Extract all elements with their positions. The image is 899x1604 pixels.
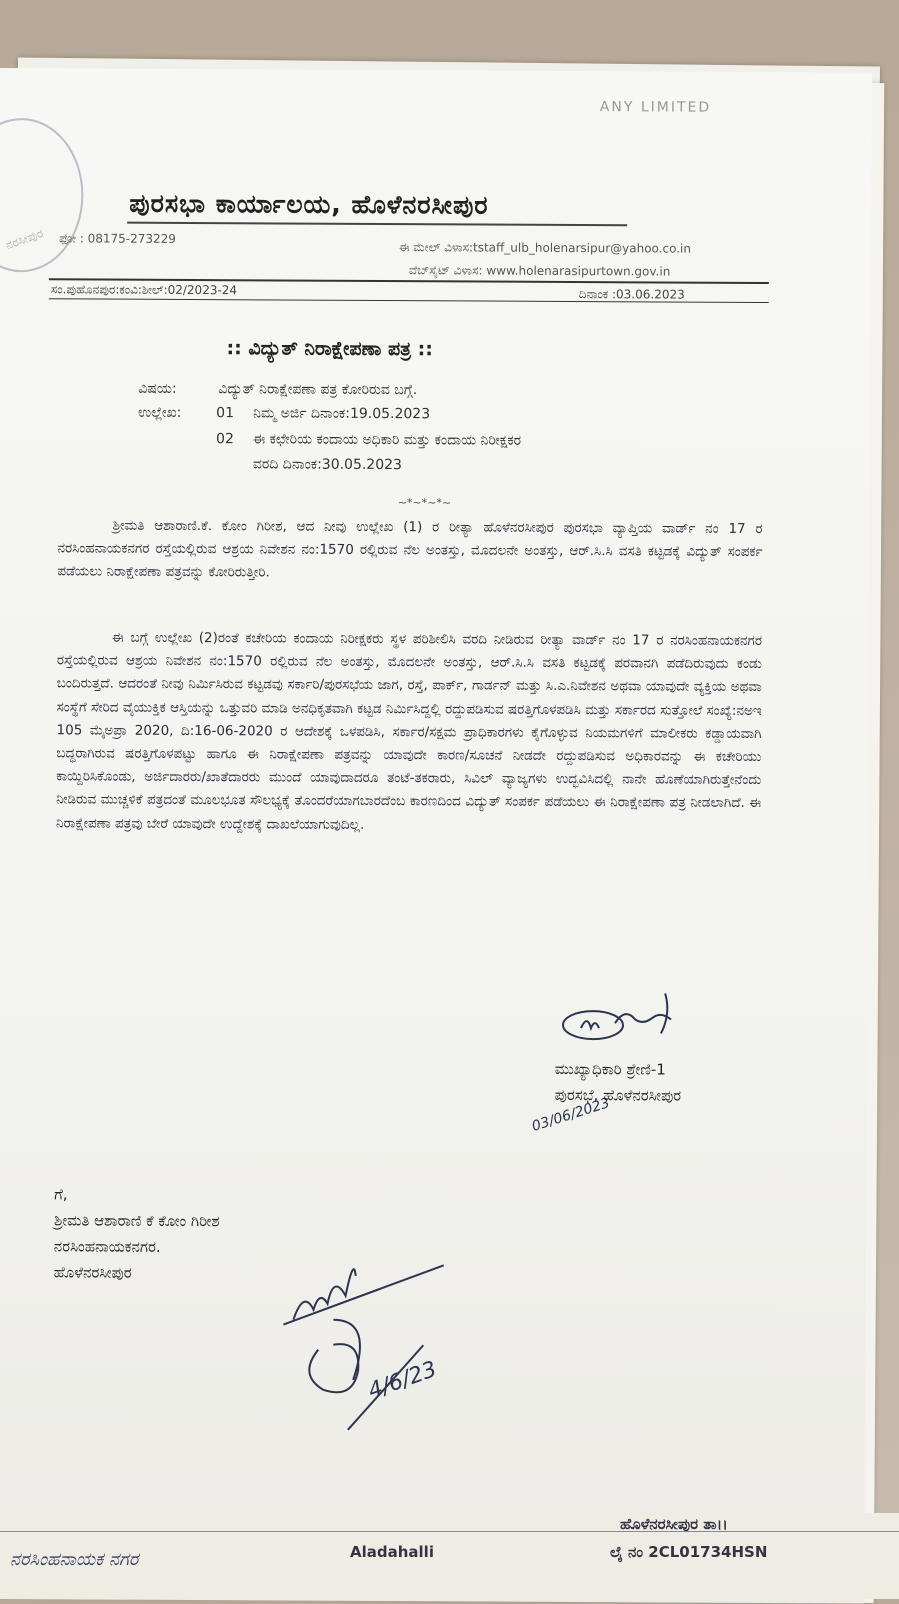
letter-sheet [0, 68, 872, 1604]
phone-number: ಫೋ : 08175-273229 [59, 231, 177, 246]
reference-1-num: 01 [216, 405, 235, 422]
paragraph-1: ಶ್ರೀಮತಿ ಆಶಾರಾಣಿ.ಕೆ. ಕೋಂ ಗಿರೀಶ, ಆದ ನೀವು ಉಲ್ಲೇಖ (1) ರ ರೀತ್ಯಾ ಹೊಳೆನರಸೀಪುರ ಪುರಸಭಾ ವ್ಯಾಪ್ತಿಯ ವಾರ್ಡ್ ನಂ 17 ರ ನರಸಿಂಹನಾಯಕನಗರ ರಸ್ತೆಯಲ್ಲಿರುವ ಆಶ್ರಯ ನಿವೇಶನ ನಂ:1570 ರಲ್ಲಿರುವ ನೆಲ ಅಂತಸ್ತು, ಮೊದಲನೇ ಅಂತಸ್ತು, ಆರ್.ಸಿ.ಸಿ ವಸತಿ ಕಟ್ಟಡಕ್ಕೆ ವಿದ್ಯುತ್ ಸಂಪರ್ಕ ಪಡೆಯಲು ನಿರಾಕ್ಷೇಪಣಾ ಪತ್ರವನ್ನು ಕೋರಿರುತ್ತೀರಿ. [57, 517, 763, 581]
subject-text: ವಿದ್ಯುತ್ ನಿರಾಕ್ಷೇಪಣಾ ಪತ್ರ ಕೋರಿರುವ ಬಗ್ಗೆ. [218, 381, 418, 399]
reference-number: ಸಂ.ಪುಹೊನಪುರ:ಕಂವಿ:ಶೀಲ್:02/2023-24 [50, 282, 238, 298]
recipient-area: ನರಸಿಂಹನಾಯಕನಗರ. [53, 1237, 161, 1256]
officer-designation: ಮುಖ್ಯಾಧಿಕಾರಿ ಶ್ರೇಣಿ-1 [554, 1059, 666, 1079]
website-address: ವೆಬ್‌ಸೈಟ್ ವಿಳಾಸ: www.holenarasipurtown.gov.in [408, 263, 671, 279]
recipient-name: ಶ್ರೀಮತಿ ಆಶಾರಾಣಿ ಕೆ ಕೋಂ ಗಿರೀಶ [53, 1211, 220, 1231]
strip-right-top: ಹೊಳೆನರಸೀಪುರ ತಾ।। [620, 1515, 728, 1533]
subject-label: ವಿಷಯ: [138, 380, 177, 397]
reference-2-text-cont: ವರದಿ ದಿನಾಂಕ:30.05.2023 [252, 456, 403, 474]
officer-signature [555, 983, 695, 1054]
office-name-heading: ಪುರಸಭಾ ಕಾರ್ಯಾಲಯ, ಹೊಳೆನರಸೀಪುರ [129, 188, 489, 220]
separator: ~*~*~*~ [397, 496, 452, 510]
strip-right-bottom: ಲೈ ನಂ 2CL01734HSN [610, 1543, 768, 1561]
recipient-town: ಹೊಳೆನರಸೀಪುರ [53, 1263, 132, 1282]
handwritten-receipt-date: 4/6/23 [364, 1356, 441, 1405]
office-seal-stamp [0, 118, 84, 273]
strip-left-handwriting: ನರಸಿಂಹನಾಯಕ ನಗರ [10, 1549, 139, 1570]
paragraph-2: ಈ ಬಗ್ಗೆ ಉಲ್ಲೇಖ (2)ರಂತೆ ಕಚೇರಿಯ ಕಂದಾಯ ನಿರೀಕ್ಷಕರು ಸ್ಥಳ ಪರಿಶೀಲಿಸಿ ವರದಿ ನೀಡಿರುವ ರೀತ್ಯಾ ವಾರ್ಡ್ ನಂ 17 ರ ನರಸಿಂಹನಾಯಕನಗರ ರಸ್ತೆಯಲ್ಲಿರುವ ಆಶ್ರಯ ನಿವೇಶನ ನಂ:1570 ರಲ್ಲಿರುವ ನೆಲ ಅಂತಸ್ತು, ಮೊದಲನೇ ಅಂತಸ್ತು, ಆರ್.ಸಿ.ಸಿ ವಸತಿ ಕಟ್ಟಡಕ್ಕೆ ಪರವಾನಗಿ ಪಡೆದಿರುವುದು ಕಂಡು ಬಂದಿರುತ್ತದೆ. ಆದರಂತೆ ನೀವು ನಿರ್ಮಿಸಿರುವ ಕಟ್ಟಡವು ಸರ್ಕಾರಿ/ಪುರಸಭೆಯ ಜಾಗ, ರಸ್ತೆ, ಪಾರ್ಕ್, ಗಾರ್ಡನ್ ಮತ್ತು ಸಿ.ಎ.ನಿವೇಶನ ಅಥವಾ ಯಾವುದೇ ವ್ಯಕ್ತಿಯ ಅಥವಾ ಸಂಸ್ಥೆಗೆ ಸೇರಿದ ವೈಯುಕ್ತಿಕ ಆಸ್ತಿಯನ್ನು ಒತ್ತುವರಿ ಮಾಡಿ ಅನಧಿಕೃತವಾಗಿ ಕಟ್ಟಡ ನಿರ್ಮಿಸಿದ್ದಲ್ಲಿ ರದ್ದುಪಡಿಸುವ ಷರತ್ತಿಗೊಳಪಡಿಸಿ ಮತ್ತು ಸರ್ಕಾರದ ಸುತ್ತೋಲೆ ಸಂಖ್ಯೆ:ನಅಇ 105 ಮೈಅಪ್ರಾ 2020, ದಿ:16-06-2020 ರ ಆದೇಶಕ್ಕೆ ಒಳಪಡಿಸಿ, ಸರ್ಕಾರ/ಸಕ್ಷಮ ಪ್ರಾಧಿಕಾರಗಳು ಕೈಗೊಳ್ಳುವ ನಿಯಮಗಳಿಗೆ ಮಾಲೀಕರು ಕಡ್ಡಾಯವಾಗಿ ಬದ್ಧರಾಗಿರುವ ಷರತ್ತಿಗೊಳಪಟ್ಟು ಹಾಗೂ ಈ ನಿರಾಕ್ಷೇಪಣಾ ಪತ್ರವನ್ನು ಯಾವುದೇ ಕಾರಣ/ಸೂಚನೆ ನೀಡದೇ ರದ್ದುಪಡಿಸುವ ಅಧಿಕಾರವನ್ನು ಈ ಕಚೇರಿಯು ಕಾಯ್ದಿರಿಸಿಕೊಂಡು, ಅರ್ಜಿದಾರರು/ಖಾತೆದಾರರು ಮುಂದೆ ಯಾವುದಾದರೂ ತಂಟೆ-ತಕರಾರು, ಸಿವಿಲ್ ವ್ಯಾಜ್ಯಗಳು ಉದ್ಭವಿಸಿದಲ್ಲಿ ನಾನೇ ಹೊಣೆಯಾಗಿರುತ್ತೇನೆಂದು ನೀಡಿರುವ ಮುಚ್ಚಳಿಕೆ ಪತ್ರದಂತೆ ಮೂಲಭೂತ ಸೌಲಭ್ಯಕ್ಕೆ ತೊಂದರೆಯಾಗಬಾರದೆಂಬ ಕಾರಣದಿಂದ ವಿದ್ಯುತ್ ಸಂಪರ್ಕ ಪಡೆಯಲು ಈ ನಿರಾಕ್ಷೇಪಣಾ ಪತ್ರ ನೀಡಲಾಗಿದೆ. ಈ ನಿರಾಕ್ಷೇಪಣಾ ಪತ್ರವು ಬೇರೆ ಯಾವುದೇ ಉದ್ದೇಶಕ್ಕೆ ದಾಖಲೆಯಾಗುವುದಿಲ್ಲ. [56, 629, 763, 833]
top-right-fragment: ANY LIMITED [599, 99, 712, 116]
officer-office: ಪುರಸಭೆ, ಹೊಳೆನರಸೀಪುರ [554, 1085, 682, 1105]
handwritten-sign-date: 03/06/2023 [530, 1095, 612, 1135]
bottom-paper-strip [0, 1513, 899, 1599]
reference-2-num: 02 [216, 431, 234, 448]
letter-date: ದಿನಾಂಕ :03.06.2023 [578, 287, 685, 302]
heading-underline [127, 222, 627, 227]
letter-title: :: ವಿದ್ಯುತ್ ನಿರಾಕ್ಷೇಪಣಾ ಪತ್ರ :: [226, 337, 433, 361]
strip-rule [0, 1531, 899, 1532]
strip-middle-text: Aladahalli [350, 1543, 434, 1561]
reference-label: ಉಲ್ಲೇಖ: [138, 404, 182, 421]
recipient-address [54, 1181, 220, 1286]
reference-2-text: ಈ ಕಛೇರಿಯ ಕಂದಾಯ ಅಧಿಕಾರಿ ಮತ್ತು ಕಂದಾಯ ನಿರೀಕ್ಷಕರ [253, 431, 522, 449]
signature-block [555, 1056, 682, 1109]
recipient-to-label: ಗೆ, [54, 1185, 68, 1204]
stamp-text: ನರಸೀಪುರ [3, 226, 46, 253]
reference-1-text: ನಿಮ್ಮ ಅರ್ಜಿ ದಿನಾಂಕ:19.05.2023 [253, 405, 431, 423]
recipient-signature [273, 1259, 464, 1460]
email-address: ಈ ಮೇಲ್ ವಿಳಾಸ:tstaff_ulb_holenarsipur@yahoo.co.in [399, 240, 692, 256]
